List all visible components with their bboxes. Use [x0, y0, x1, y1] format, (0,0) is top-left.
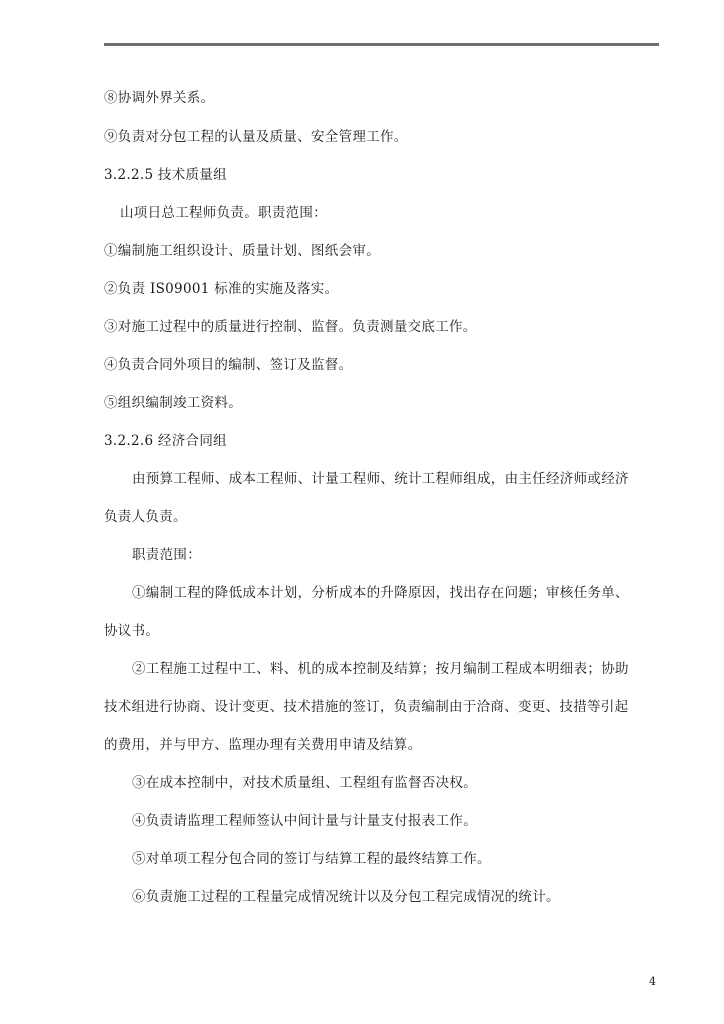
text-line-tq-item-5: ⑤组织编制竣工资料。	[104, 395, 242, 411]
paragraph-line-ec-item-5: ⑤对单项工程分包合同的签订与结算工程的最终结算工作。	[132, 851, 491, 867]
paragraph-line-ec-item-2: ②工程施工过程中工、料、机的成本控制及结算；按月编制工程成本明细表；协助	[132, 661, 629, 677]
paragraph-line-ec-item-1-cont: 协议书。	[104, 623, 160, 639]
text-line-tq-item-3: ③对施工过程中的质量进行控制、监督。负责测量交底工作。	[104, 319, 477, 335]
text-line-item-9: ⑨负责对分包工程的认量及质量、安全管理工作。	[104, 129, 408, 145]
paragraph-line-composition: 由预算工程师、成本工程师、计量工程师、统计工程师组成，由主任经济师或经济	[132, 471, 629, 487]
text-line-scope-heading: 职责范围：	[132, 547, 201, 563]
text-line-tq-item-1: ①编制施工组织设计、质量计划、图纸会审。	[104, 243, 380, 259]
header-rule	[104, 43, 659, 46]
paragraph-line-ec-item-2-cont1: 技术组进行协商、设计变更、技术措施的签订，负责编制由于洽商、变更、技措等引起	[104, 699, 629, 715]
text-line-tq-item-2: ②负责 IS09001 标准的实施及落实。	[104, 281, 339, 297]
paragraph-line-ec-item-4: ④负责请监理工程师签认中间计量与计量支付报表工作。	[132, 813, 477, 829]
text-line-item-8: ⑧协调外界关系。	[104, 90, 215, 106]
section-heading-3-2-2-6: 3.2.2.6 经济合同组	[104, 433, 227, 449]
text-line-tq-item-4: ④负责合同外项目的编制、签订及监督。	[104, 357, 353, 373]
text-line-responsibility-intro: 山项日总工程师负责。职责范围：	[120, 205, 327, 221]
paragraph-line-ec-item-6: ⑥负责施工过程的工程量完成情况统计以及分包工程完成情况的统计。	[132, 889, 560, 905]
paragraph-line-composition-cont: 负责人负责。	[104, 509, 187, 525]
paragraph-line-ec-item-3: ③在成本控制中，对技术质量组、工程组有监督否决权。	[132, 775, 477, 791]
paragraph-line-ec-item-1: ①编制工程的降低成本计划，分析成本的升降原因，找出存在问题；审核任务单、	[132, 585, 629, 601]
section-heading-3-2-2-5: 3.2.2.5 技术质量组	[104, 167, 227, 183]
page-number: 4	[649, 975, 656, 988]
paragraph-line-ec-item-2-cont2: 的费用，并与甲方、监理办理有关费用申请及结算。	[104, 737, 422, 753]
